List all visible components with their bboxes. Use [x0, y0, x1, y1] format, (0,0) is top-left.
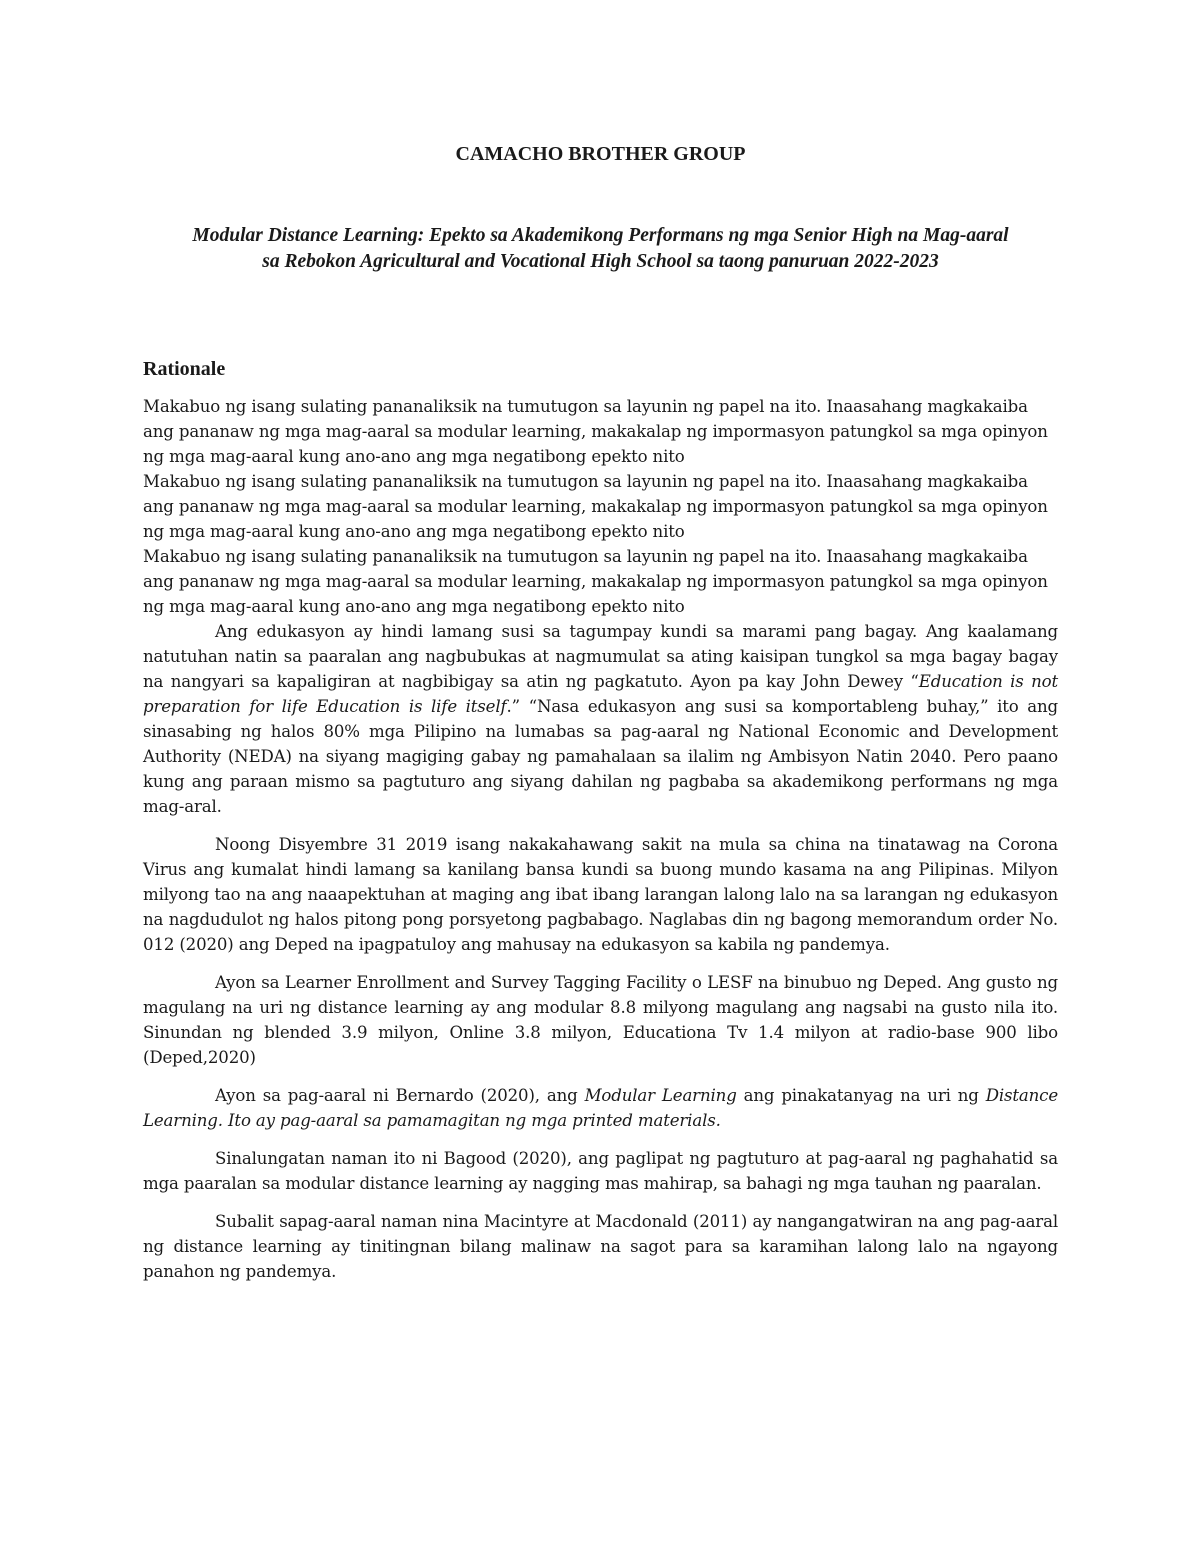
paragraph-macintyre: Subalit sapag-aaral naman nina Macintyre at Macdonald (2011) ay nangangatwiran na ang pag-aaral ng distance learning ay tinitingnan bilang malinaw na sagot para sa karamihan lalong lalo na ngayong panahon ng pandemya. [143, 1212, 1058, 1281]
paragraph-bagood: Sinalungatan naman ito ni Bagood (2020), ang paglipat ng pagtuturo at pag-aaral ng paghahatid sa mga paaralan sa modular distance learning ay nagging mas mahirap, sa bahagi ng mga tauhan ng paaralan. [143, 1149, 1058, 1193]
distance-learning-italic: Distance Learning. Ito ay pag-aaral sa pamamagitan ng mga printed materials. [143, 1086, 1058, 1130]
paragraph-bernardo [143, 1083, 1058, 1133]
document-page [143, 140, 1058, 1284]
dewey-quote: Education is not preparation for life Education is life itself [143, 672, 1058, 716]
paragraph-education-text-1: Ang edukasyon ay hindi lamang susi sa tagumpay kundi sa marami pang bagay. Ang kaalamang natutuhan natin sa paaralan ang nagbubukas at nagmumulat sa ating kaisipan tungkol sa mga bagay bagay na nangyari sa kapaligiran at nagbibigay sa atin ng pagkatuto. Ayon pa kay John Dewey “ [143, 622, 1058, 691]
section-heading-rationale: Rationale [143, 358, 226, 380]
intro-block [143, 394, 1058, 619]
paragraph-bernardo-text-2: ang pinakatanyag na uri ng [736, 1086, 986, 1105]
intro-paragraph-1: Makabuo ng isang sulating pananaliksik na tumutugon sa layunin ng papel na ito. Inaasahang magkakaiba ang pananaw ng mga mag-aaral sa modular learning, makakalap ng impormasyon patungkol sa mga opinyon ng mga mag-aaral kung ano-ano ang mga negatibong epekto nito [143, 397, 1048, 466]
organization-title: CAMACHO BROTHER GROUP [455, 143, 746, 165]
paragraph-lesf: Ayon sa Learner Enrollment and Survey Tagging Facility o LESF na binubuo ng Deped. Ang gusto ng magulang na uri ng distance learning ay ang modular 8.8 milyong magulang ang nagsabi na gusto nila ito. Sinundan ng blended 3.9 milyon, Online 3.8 milyon, Educationa Tv 1.4 milyon at radio-base 900 libo (Deped,2020) [143, 973, 1058, 1067]
intro-paragraph-3: Makabuo ng isang sulating pananaliksik na tumutugon sa layunin ng papel na ito. Inaasahang magkakaiba ang pananaw ng mga mag-aaral sa modular learning, makakalap ng impormasyon patungkol sa mga opinyon ng mga mag-aaral kung ano-ano ang mga negatibong epekto nito [143, 547, 1048, 616]
intro-paragraph-2: Makabuo ng isang sulating pananaliksik na tumutugon sa layunin ng papel na ito. Inaasahang magkakaiba ang pananaw ng mga mag-aaral sa modular learning, makakalap ng impormasyon patungkol sa mga opinyon ng mga mag-aaral kung ano-ano ang mga negatibong epekto nito [143, 472, 1048, 541]
paragraph-bernardo-text-1: Ayon sa pag-aaral ni Bernardo (2020), ang [215, 1086, 585, 1105]
paragraph-corona-virus: Noong Disyembre 31 2019 isang nakakahawang sakit na mula sa china na tinatawag na Corona Virus ang kumalat hindi lamang sa kanilang bansa kundi sa buong mundo kasama na ang Pilipinas. Milyon milyong tao na ang naaapektuhan at maging ang ibat ibang larangan lalong lalo na sa larangan ng edukasyon na nagdudulot ng halos pitong pong porsyetong pagbabago. Naglabas din ng bagong memorandum order No. 012 (2020) ang Deped na ipagpatuloy ang mahusay na edukasyon sa kabila ng pandemya. [143, 835, 1058, 954]
study-title [143, 223, 1058, 275]
modular-learning-italic: Modular Learning [584, 1086, 737, 1105]
paragraph-education [143, 619, 1058, 819]
study-title-line-1: Modular Distance Learning: Epekto sa Akademikong Performans ng mga Senior High na Mag-aaral [192, 225, 1009, 246]
study-title-line-2: sa Rebokon Agricultural and Vocational High School sa taong panuruan 2022-2023 [262, 251, 939, 272]
paragraph-education-text-2: .” “Nasa edukasyon ang susi sa komportableng buhay,” ito ang sinasabing ng halos 80% mga Pilipino na lumabas sa pag-aaral ng National Economic and Development Authority (NEDA) na siyang magiging gabay ng pamahalaan sa ilalim ng Ambisyon Natin 2040. Pero paano kung ang paraan mismo sa pagtuturo ang siyang dahilan ng pagbaba sa akademikong performans ng mga mag-aral. [143, 697, 1059, 816]
